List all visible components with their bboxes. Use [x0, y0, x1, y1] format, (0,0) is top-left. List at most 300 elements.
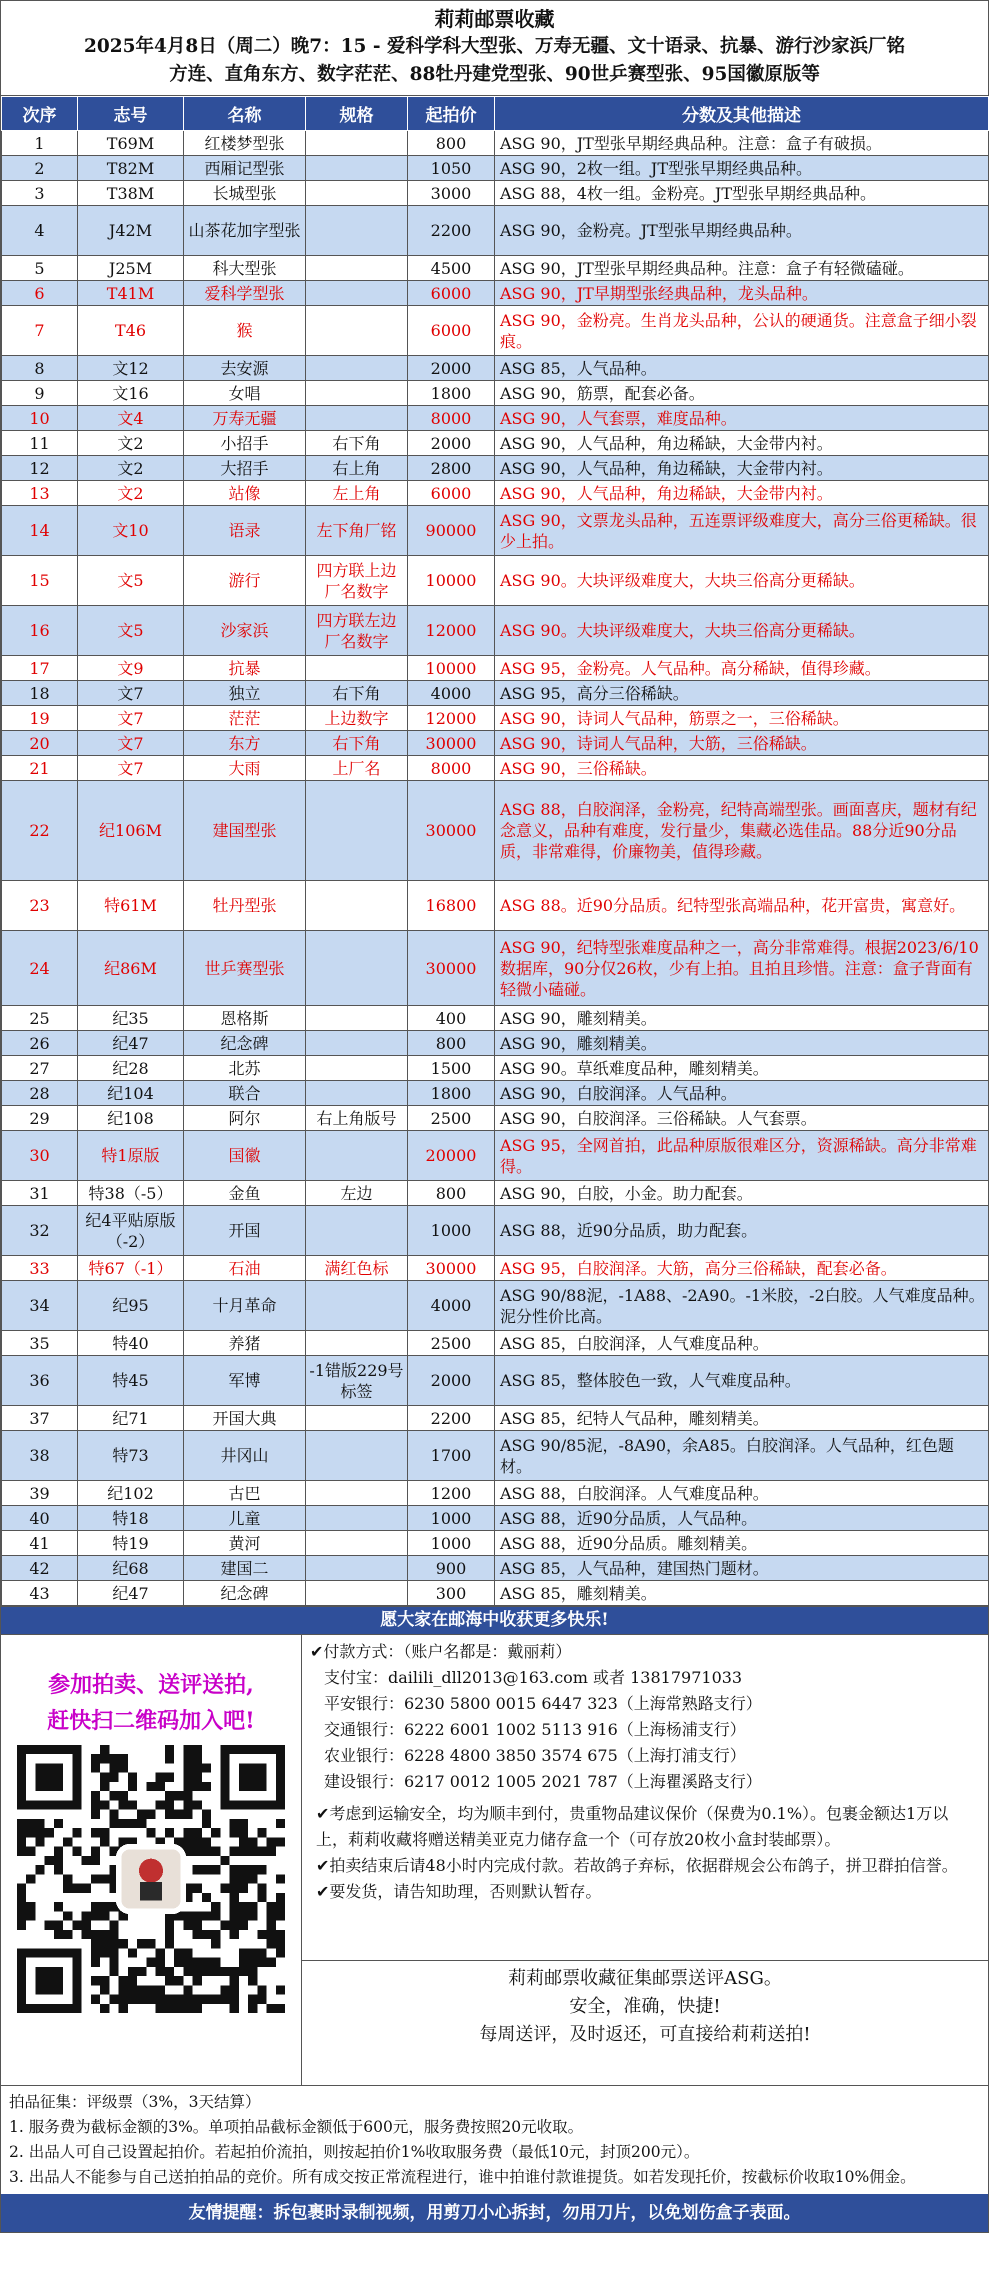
cell-code: T38M: [78, 181, 184, 206]
cell-code: 文7: [78, 681, 184, 706]
cell-code: T82M: [78, 156, 184, 181]
cell-spec: 四方联上边厂名数字: [306, 556, 408, 606]
note-payment-deadline: ✔拍卖结束后请48小时内完成付款。若故鸽子弃标，依据群规会公布鸽子，拼卫群拍信誉。: [316, 1856, 958, 1875]
table-row: [2, 431, 989, 456]
cell-price: 800: [408, 131, 495, 156]
cell-price: 8000: [408, 406, 495, 431]
table-row: [2, 606, 989, 656]
cell-desc: ASG 90，筋票，配套必备。: [495, 381, 989, 406]
table-row: [2, 1081, 989, 1106]
table-row: [2, 1006, 989, 1031]
table-row: [2, 1256, 989, 1281]
cell-price: 8000: [408, 756, 495, 781]
cell-price: 4000: [408, 681, 495, 706]
cell-spec: [306, 1131, 408, 1181]
cell-lot-no: 15: [2, 556, 78, 606]
cell-desc: ASG 90，白胶润泽。人气品种。: [495, 1081, 989, 1106]
collect-line: 安全，准确，快捷!: [569, 1996, 721, 2017]
cell-spec: 上边数字: [306, 706, 408, 731]
cell-spec: [306, 356, 408, 381]
table-row: [2, 1206, 989, 1256]
cell-price: 12000: [408, 706, 495, 731]
cell-code: 文2: [78, 481, 184, 506]
cell-name: 国徽: [184, 1131, 306, 1181]
cell-spec: [306, 1556, 408, 1581]
cell-name: 联合: [184, 1081, 306, 1106]
cell-price: 2800: [408, 456, 495, 481]
table-row: [2, 456, 989, 481]
cell-desc: ASG 85，纪特人气品种，雕刻精美。: [495, 1406, 989, 1431]
cell-spec: 右上角版号: [306, 1106, 408, 1131]
cell-desc: ASG 90，JT型张早期经典品种。注意：盒子有轻微磕碰。: [495, 256, 989, 281]
col-header-spec: 规格: [306, 97, 408, 131]
cell-code: 文7: [78, 731, 184, 756]
cell-name: 站像: [184, 481, 306, 506]
cell-spec: 满红色标: [306, 1256, 408, 1281]
cell-lot-no: 39: [2, 1481, 78, 1506]
cell-lot-no: 20: [2, 731, 78, 756]
cell-lot-no: 31: [2, 1181, 78, 1206]
cell-code: 文2: [78, 456, 184, 481]
rule-item: 2. 出品人可自己设置起拍价。若起拍价流拍，则按起拍价1%收取服务费（最低10元，封顶200元）。: [9, 2143, 700, 2161]
cell-code: 纪68: [78, 1556, 184, 1581]
cell-spec: -1错版229号标签: [306, 1356, 408, 1406]
rule-item: 1. 服务费为截标金额的3%。单项拍品截标金额低于600元，服务费按照20元收取。: [9, 2118, 584, 2136]
cell-desc: ASG 90，金粉亮。生肖龙头品种，公认的硬通货。注意盒子细小裂痕。: [495, 306, 989, 356]
table-row: [2, 356, 989, 381]
cell-lot-no: 21: [2, 756, 78, 781]
cell-desc: ASG 90，文票龙头品种，五连票评级难度大，高分三俗更稀缺。很少上拍。: [495, 506, 989, 556]
cell-name: 大雨: [184, 756, 306, 781]
cell-desc: ASG 85，白胶润泽，人气难度品种。: [495, 1331, 989, 1356]
table-row: [2, 506, 989, 556]
cell-name: 西厢记型张: [184, 156, 306, 181]
table-row: [2, 1431, 989, 1481]
table-row: [2, 1406, 989, 1431]
cell-spec: 左上角: [306, 481, 408, 506]
cell-name: 语录: [184, 506, 306, 556]
cell-name: 开国大典: [184, 1406, 306, 1431]
cell-price: 30000: [408, 781, 495, 881]
cell-spec: [306, 881, 408, 931]
cell-name: 牡丹型张: [184, 881, 306, 931]
table-row: [2, 131, 989, 156]
cell-name: 军博: [184, 1356, 306, 1406]
cell-spec: 右下角: [306, 681, 408, 706]
cell-desc: ASG 90，诗词人气品种，筋票之一，三俗稀缺。: [495, 706, 989, 731]
cell-price: 6000: [408, 281, 495, 306]
cell-code: J25M: [78, 256, 184, 281]
cell-price: 300: [408, 1581, 495, 1606]
cell-desc: ASG 90，白胶，小金。助力配套。: [495, 1181, 989, 1206]
cell-name: 沙家浜: [184, 606, 306, 656]
cell-desc: ASG 90/88泥，-1A88、-2A90。-1米胶，-2白胶。人气难度品种。泥分性价比高。: [495, 1281, 989, 1331]
cell-code: 纪71: [78, 1406, 184, 1431]
note-delivery: ✔要发货，请告知助理，否则默认暂存。: [316, 1882, 602, 1901]
cell-spec: [306, 1431, 408, 1481]
promo-line: 参加拍卖、送评送拍,: [48, 1672, 254, 1698]
cell-code: T41M: [78, 281, 184, 306]
collection-notice: [301, 1960, 988, 2085]
lot-table: [1, 96, 989, 1606]
cell-desc: ASG 90，人气品种，角边稀缺，大金带内衬。: [495, 456, 989, 481]
cell-code: T69M: [78, 131, 184, 156]
cell-desc: ASG 90/85泥，-8A90，余A85。白胶润泽。人气品种，红色题材。: [495, 1431, 989, 1481]
cell-desc: ASG 90，人气品种，角边稀缺，大金带内衬。: [495, 481, 989, 506]
cell-desc: ASG 90，纪特型张难度品种之一，高分非常难得。根据2023/6/10数据库，90分仅26枚，少有上拍。且拍且珍惜。注意：盒子背面有轻微小磕碰。: [495, 931, 989, 1006]
cell-price: 90000: [408, 506, 495, 556]
cell-price: 1000: [408, 1506, 495, 1531]
cell-lot-no: 26: [2, 1031, 78, 1056]
cell-lot-no: 41: [2, 1531, 78, 1556]
cell-code: 特19: [78, 1531, 184, 1556]
table-row: [2, 781, 989, 881]
cell-lot-no: 42: [2, 1556, 78, 1581]
cell-lot-no: 18: [2, 681, 78, 706]
table-row: [2, 556, 989, 606]
cell-lot-no: 11: [2, 431, 78, 456]
table-row: [2, 1181, 989, 1206]
cell-spec: [306, 1531, 408, 1556]
table-row: [2, 1506, 989, 1531]
table-row: [2, 1331, 989, 1356]
cell-name: 石油: [184, 1256, 306, 1281]
cell-desc: ASG 95，白胶润泽。大筋，高分三俗稀缺，配套必备。: [495, 1256, 989, 1281]
cell-lot-no: 43: [2, 1581, 78, 1606]
cell-desc: ASG 88。近90分品质。纪特型张高端品种，花开富贵，寓意好。: [495, 881, 989, 931]
cell-desc: ASG 88，近90分品质。雕刻精美。: [495, 1531, 989, 1556]
cell-spec: [306, 381, 408, 406]
cell-code: 特1原版: [78, 1131, 184, 1181]
cell-code: 文2: [78, 431, 184, 456]
cell-spec: [306, 1081, 408, 1106]
cell-lot-no: 17: [2, 656, 78, 681]
payment-alipay: 支付宝：dailili_dll2013@163.com 或者 13817971033: [324, 1668, 743, 1687]
cell-code: 纪4平贴原版（-2）: [78, 1206, 184, 1256]
footer-reminder: 友情提醒：拆包裹时录制视频，用剪刀小心拆封，勿用刀片，以免划伤盒子表面。: [1, 2194, 988, 2232]
cell-price: 10000: [408, 656, 495, 681]
cell-code: 文7: [78, 756, 184, 781]
cell-name: 女唱: [184, 381, 306, 406]
table-row: [2, 156, 989, 181]
cell-name: 独立: [184, 681, 306, 706]
cell-lot-no: 6: [2, 281, 78, 306]
cell-lot-no: 38: [2, 1431, 78, 1481]
cell-code: 纪108: [78, 1106, 184, 1131]
collect-line: 每周送评，及时返还，可直接给莉莉送拍!: [479, 2024, 811, 2045]
cell-desc: ASG 90，诗词人气品种，大筋，三俗稀缺。: [495, 731, 989, 756]
cell-lot-no: 2: [2, 156, 78, 181]
page-title: 莉莉邮票收藏: [434, 7, 555, 31]
cell-desc: ASG 85，整体胶色一致，人气难度品种。: [495, 1356, 989, 1406]
cell-name: 去安源: [184, 356, 306, 381]
cell-lot-no: 7: [2, 306, 78, 356]
cell-code: 文7: [78, 706, 184, 731]
promo-text: [1, 1667, 301, 1739]
cell-code: 纪47: [78, 1031, 184, 1056]
consignment-rules: [1, 2085, 988, 2194]
table-row: [2, 756, 989, 781]
cell-name: 游行: [184, 556, 306, 606]
cell-spec: [306, 1406, 408, 1431]
cell-spec: [306, 1206, 408, 1256]
qr-code-icon[interactable]: [17, 1745, 285, 2013]
cell-price: 16800: [408, 881, 495, 931]
cell-name: 北苏: [184, 1056, 306, 1081]
cell-spec: [306, 1031, 408, 1056]
cell-desc: ASG 90。大块评级难度大，大块三俗高分更稀缺。: [495, 556, 989, 606]
cell-desc: ASG 85，人气品种，建国热门题材。: [495, 1556, 989, 1581]
table-row: [2, 256, 989, 281]
table-row: [2, 1031, 989, 1056]
cell-desc: ASG 90。草纸难度品种，雕刻精美。: [495, 1056, 989, 1081]
cell-spec: [306, 1281, 408, 1331]
cell-spec: 左边: [306, 1181, 408, 1206]
note-shipping: ✔考虑到运输安全，均为顺丰到付，贵重物品建议保价（保费为0.1%）。包裹金额达1万以上，莉莉收藏将赠送精美亚克力储存盒一个（可存放20枚小盒封装邮票）。: [316, 1804, 949, 1849]
cell-code: 文12: [78, 356, 184, 381]
cell-lot-no: 16: [2, 606, 78, 656]
cell-spec: [306, 281, 408, 306]
rules-heading: 拍品征集：评级票（3%，3天结算）: [9, 2093, 261, 2111]
cell-lot-no: 5: [2, 256, 78, 281]
cell-name: 金鱼: [184, 1181, 306, 1206]
cell-price: 900: [408, 1556, 495, 1581]
cell-spec: [306, 131, 408, 156]
cell-price: 2500: [408, 1106, 495, 1131]
cell-spec: [306, 1481, 408, 1506]
table-row: [2, 881, 989, 931]
table-row: [2, 481, 989, 506]
cell-lot-no: 12: [2, 456, 78, 481]
cell-desc: ASG 88，近90分品质，人气品种。: [495, 1506, 989, 1531]
cell-code: 特45: [78, 1356, 184, 1406]
cell-desc: ASG 95，全网首拍，此品种原版很难区分，资源稀缺。高分非常难得。: [495, 1131, 989, 1181]
cell-code: 文5: [78, 556, 184, 606]
table-row: [2, 281, 989, 306]
cell-code: 特40: [78, 1331, 184, 1356]
cell-price: 800: [408, 1031, 495, 1056]
qr-panel: [1, 1635, 302, 2086]
col-header-name: 名称: [184, 97, 306, 131]
payment-bank: 平安银行：6230 5800 0015 6447 323（上海常熟路支行）: [324, 1694, 762, 1713]
cell-desc: ASG 95，高分三俗稀缺。: [495, 681, 989, 706]
cell-code: 纪86M: [78, 931, 184, 1006]
cell-name: 建国型张: [184, 781, 306, 881]
table-row: [2, 406, 989, 431]
cell-lot-no: 40: [2, 1506, 78, 1531]
cell-spec: 左下角厂铭: [306, 506, 408, 556]
table-row: [2, 681, 989, 706]
cell-price: 6000: [408, 481, 495, 506]
cell-price: 800: [408, 1181, 495, 1206]
cell-desc: ASG 95，金粉亮。人气品种。高分稀缺，值得珍藏。: [495, 656, 989, 681]
col-header-desc: 分数及其他描述: [495, 97, 989, 131]
cell-spec: [306, 181, 408, 206]
cell-desc: ASG 90，人气品种，角边稀缺，大金带内衬。: [495, 431, 989, 456]
cell-desc: ASG 90，雕刻精美。: [495, 1006, 989, 1031]
cell-name: 阿尔: [184, 1106, 306, 1131]
cell-lot-no: 14: [2, 506, 78, 556]
cell-lot-no: 34: [2, 1281, 78, 1331]
cell-name: 茫茫: [184, 706, 306, 731]
cell-code: 文10: [78, 506, 184, 556]
table-row: [2, 1131, 989, 1181]
table-row: [2, 181, 989, 206]
cell-lot-no: 13: [2, 481, 78, 506]
cell-code: 文4: [78, 406, 184, 431]
cell-name: 养猪: [184, 1331, 306, 1356]
cell-name: 纪念碑: [184, 1031, 306, 1056]
cell-code: 文9: [78, 656, 184, 681]
cell-price: 30000: [408, 931, 495, 1006]
cell-code: J42M: [78, 206, 184, 256]
cell-spec: [306, 206, 408, 256]
table-row: [2, 1556, 989, 1581]
cell-name: 大招手: [184, 456, 306, 481]
cell-spec: [306, 1056, 408, 1081]
lot-table-body: [2, 131, 989, 1606]
table-row: [2, 1281, 989, 1331]
table-row: [2, 381, 989, 406]
cell-spec: 右下角: [306, 431, 408, 456]
cell-code: T46: [78, 306, 184, 356]
table-row: [2, 1581, 989, 1606]
cell-name: 小招手: [184, 431, 306, 456]
wish-banner: 愿大家在邮海中收获更多快乐!: [1, 1606, 988, 1634]
cell-desc: ASG 85，人气品种。: [495, 356, 989, 381]
table-row: [2, 206, 989, 256]
cell-name: 长城型张: [184, 181, 306, 206]
cell-lot-no: 8: [2, 356, 78, 381]
cell-price: 2200: [408, 1406, 495, 1431]
cell-name: 古巴: [184, 1481, 306, 1506]
cell-lot-no: 27: [2, 1056, 78, 1081]
cell-desc: ASG 90，JT早期型张经典品种，龙头品种。: [495, 281, 989, 306]
cell-spec: [306, 256, 408, 281]
cell-price: 6000: [408, 306, 495, 356]
cell-desc: ASG 88，近90分品质，助力配套。: [495, 1206, 989, 1256]
payment-methods: [302, 1635, 988, 1951]
cell-name: 万寿无疆: [184, 406, 306, 431]
cell-spec: [306, 931, 408, 1006]
cell-price: 12000: [408, 606, 495, 656]
payment-heading: ✔付款方式：（账户名都是：戴丽莉）: [310, 1642, 572, 1661]
cell-spec: [306, 306, 408, 356]
cell-name: 黄河: [184, 1531, 306, 1556]
page-header: [1, 1, 988, 96]
cell-name: 爱科学型张: [184, 281, 306, 306]
payment-bank: 建设银行：6217 0012 1005 2021 787（上海瞿溪路支行）: [324, 1772, 762, 1791]
cell-spec: 上厂名: [306, 756, 408, 781]
cell-code: 纪102: [78, 1481, 184, 1506]
cell-spec: [306, 1006, 408, 1031]
cell-code: 纪104: [78, 1081, 184, 1106]
table-row: [2, 1106, 989, 1131]
cell-lot-no: 10: [2, 406, 78, 431]
cell-spec: [306, 781, 408, 881]
table-row: [2, 1356, 989, 1406]
cell-name: 抗暴: [184, 656, 306, 681]
cell-lot-no: 9: [2, 381, 78, 406]
cell-spec: 右上角: [306, 456, 408, 481]
cell-price: 20000: [408, 1131, 495, 1181]
table-row: [2, 931, 989, 1006]
table-row: [2, 1531, 989, 1556]
cell-code: 纪47: [78, 1581, 184, 1606]
cell-desc: ASG 90，JT型张早期经典品种。注意：盒子有破损。: [495, 131, 989, 156]
cell-lot-no: 22: [2, 781, 78, 881]
cell-name: 恩格斯: [184, 1006, 306, 1031]
cell-name: 井冈山: [184, 1431, 306, 1481]
table-header-row: [2, 97, 989, 131]
cell-name: 纪念碑: [184, 1581, 306, 1606]
cell-lot-no: 37: [2, 1406, 78, 1431]
cell-lot-no: 32: [2, 1206, 78, 1256]
cell-lot-no: 33: [2, 1256, 78, 1281]
cell-price: 4000: [408, 1281, 495, 1331]
rule-item: 3. 出品人不能参与自己送拍拍品的竞价。所有成交按正常流程进行，谁中拍谁付款谁提货。如若发现托价，按截标价收取10%佣金。: [9, 2168, 916, 2186]
cell-lot-no: 24: [2, 931, 78, 1006]
cell-price: 1050: [408, 156, 495, 181]
cell-price: 1800: [408, 1081, 495, 1106]
cell-desc: ASG 90。大块评级难度大，大块三俗高分更稀缺。: [495, 606, 989, 656]
cell-price: 3000: [408, 181, 495, 206]
col-header-no: 次序: [2, 97, 78, 131]
cell-spec: [306, 156, 408, 181]
cell-desc: ASG 90，白胶润泽。三俗稀缺。人气套票。: [495, 1106, 989, 1131]
cell-price: 2000: [408, 356, 495, 381]
payment-bank: 交通银行：6222 6001 1002 5113 916（上海杨浦支行）: [324, 1720, 746, 1739]
cell-name: 世乒赛型张: [184, 931, 306, 1006]
auction-subtitle-line1: 2025年4月8日（周二）晚7：15 - 爱科学科大型张、万寿无疆、文十语录、抗暴、游行沙家浜厂铭: [84, 36, 905, 57]
cell-spec: [306, 1581, 408, 1606]
cell-desc: ASG 88，白胶润泽，金粉亮，纪特高端型张。画面喜庆，题材有纪念意义，品种有难度，发行量少，集藏必选佳品。88分近90分品质，非常难得，价廉物美，值得珍藏。: [495, 781, 989, 881]
cell-price: 400: [408, 1006, 495, 1031]
cell-price: 30000: [408, 1256, 495, 1281]
cell-price: 10000: [408, 556, 495, 606]
cell-desc: ASG 90，雕刻精美。: [495, 1031, 989, 1056]
collect-line: 莉莉邮票收藏征集邮票送评ASG。: [508, 1968, 782, 1989]
cell-lot-no: 19: [2, 706, 78, 731]
cell-price: 2000: [408, 431, 495, 456]
cell-lot-no: 35: [2, 1331, 78, 1356]
cell-lot-no: 4: [2, 206, 78, 256]
cell-desc: ASG 90，三俗稀缺。: [495, 756, 989, 781]
cell-spec: 四方联左边厂名数字: [306, 606, 408, 656]
cell-code: 纪106M: [78, 781, 184, 881]
cell-spec: 右下角: [306, 731, 408, 756]
cell-name: 建国二: [184, 1556, 306, 1581]
cell-desc: ASG 90，人气套票，难度品种。: [495, 406, 989, 431]
col-header-price: 起拍价: [408, 97, 495, 131]
payment-bank: 农业银行：6228 4800 3850 3574 675（上海打浦支行）: [324, 1746, 746, 1765]
cell-code: 文16: [78, 381, 184, 406]
cell-lot-no: 23: [2, 881, 78, 931]
cell-lot-no: 29: [2, 1106, 78, 1131]
table-row: [2, 1481, 989, 1506]
cell-lot-no: 1: [2, 131, 78, 156]
cell-price: 30000: [408, 731, 495, 756]
cell-code: 特73: [78, 1431, 184, 1481]
cell-name: 东方: [184, 731, 306, 756]
cell-price: 2500: [408, 1331, 495, 1356]
cell-code: 纪28: [78, 1056, 184, 1081]
cell-code: 特67（-1）: [78, 1256, 184, 1281]
shipping-notes: [310, 1795, 980, 1905]
cell-name: 科大型张: [184, 256, 306, 281]
table-row: [2, 1056, 989, 1081]
cell-spec: [306, 656, 408, 681]
